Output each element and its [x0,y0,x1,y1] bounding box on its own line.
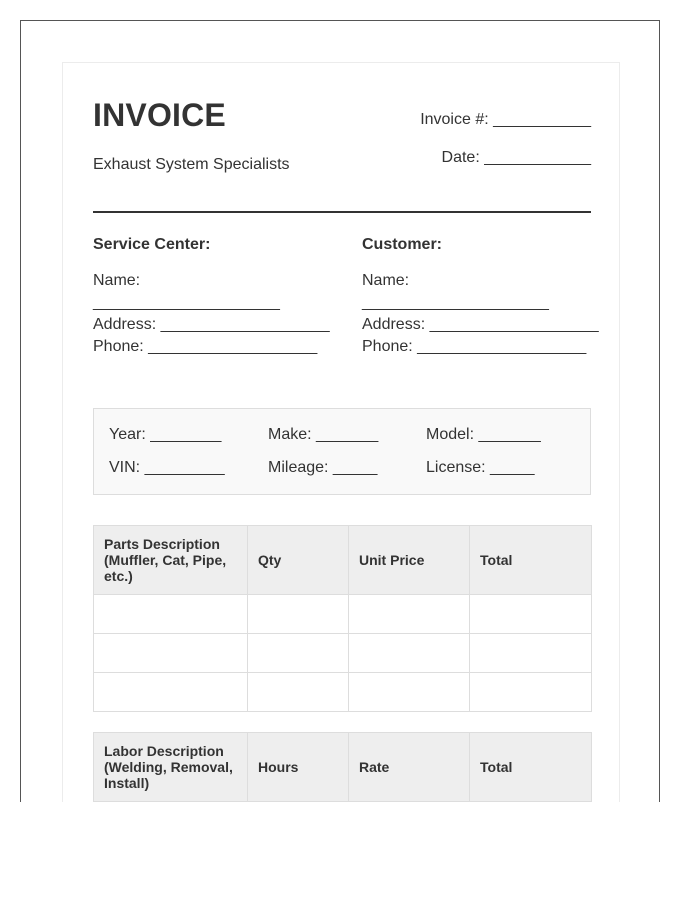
invoice-date-field[interactable]: Date: ____________ [441,149,591,166]
parts-cell[interactable] [470,673,592,712]
vehicle-year-field[interactable]: Year: ________ [109,426,222,443]
parts-cell[interactable] [248,595,349,634]
table-row [94,634,592,673]
parts-cell[interactable] [248,673,349,712]
labor-table [93,732,592,802]
invoice-sheet [62,62,620,802]
vehicle-model-field[interactable]: Model: _______ [426,426,541,443]
vehicle-mileage-field[interactable]: Mileage: _____ [268,459,378,476]
parts-unit-price-header: Unit Price [349,526,470,595]
parts-cell[interactable] [349,595,470,634]
table-row [94,595,592,634]
parts-cell[interactable] [470,595,592,634]
parts-cell[interactable] [349,673,470,712]
parts-cell[interactable] [94,673,248,712]
customer-address-field[interactable]: Address: ___________________ [362,316,599,333]
invoice-number-field[interactable]: Invoice #: ___________ [420,111,591,128]
customer-name-label: Name: [362,272,410,289]
parts-cell[interactable] [349,634,470,673]
parts-header-row [94,526,592,595]
customer-phone-field[interactable]: Phone: ___________________ [362,338,587,355]
vehicle-vin-field[interactable]: VIN: _________ [109,459,225,476]
vehicle-license-field[interactable]: License: _____ [426,459,535,476]
labor-description-header: Labor Description (Welding, Removal, Install) [94,733,248,802]
header-divider [93,211,591,213]
parts-description-header: Parts Description (Muffler, Cat, Pipe, etc.) [94,526,248,595]
parts-total-header: Total [470,526,592,595]
customer-block [362,235,602,358]
service-center-name-label: Name: [93,272,141,289]
service-center-heading: Service Center: [93,236,211,253]
customer-heading: Customer: [362,236,443,253]
service-center-address-field[interactable]: Address: ___________________ [93,316,330,333]
parts-cell[interactable] [470,634,592,673]
labor-rate-header: Rate [349,733,470,802]
labor-hours-header: Hours [248,733,349,802]
table-row [94,673,592,712]
parts-table [93,525,592,712]
parts-cell[interactable] [248,634,349,673]
invoice-title: INVOICE [93,97,226,133]
service-center-phone-field[interactable]: Phone: ___________________ [93,338,318,355]
labor-total-header: Total [470,733,592,802]
parts-cell[interactable] [94,595,248,634]
service-center-name-field[interactable]: _____________________ [93,294,280,311]
vehicle-info-box [93,408,591,495]
vehicle-make-field[interactable]: Make: _______ [268,426,379,443]
labor-header-row [94,733,592,802]
customer-name-field[interactable]: _____________________ [362,294,549,311]
page-frame [20,20,660,802]
service-center-block [93,235,333,358]
company-name: Exhaust System Specialists [93,156,290,173]
parts-cell[interactable] [94,634,248,673]
parts-qty-header: Qty [248,526,349,595]
